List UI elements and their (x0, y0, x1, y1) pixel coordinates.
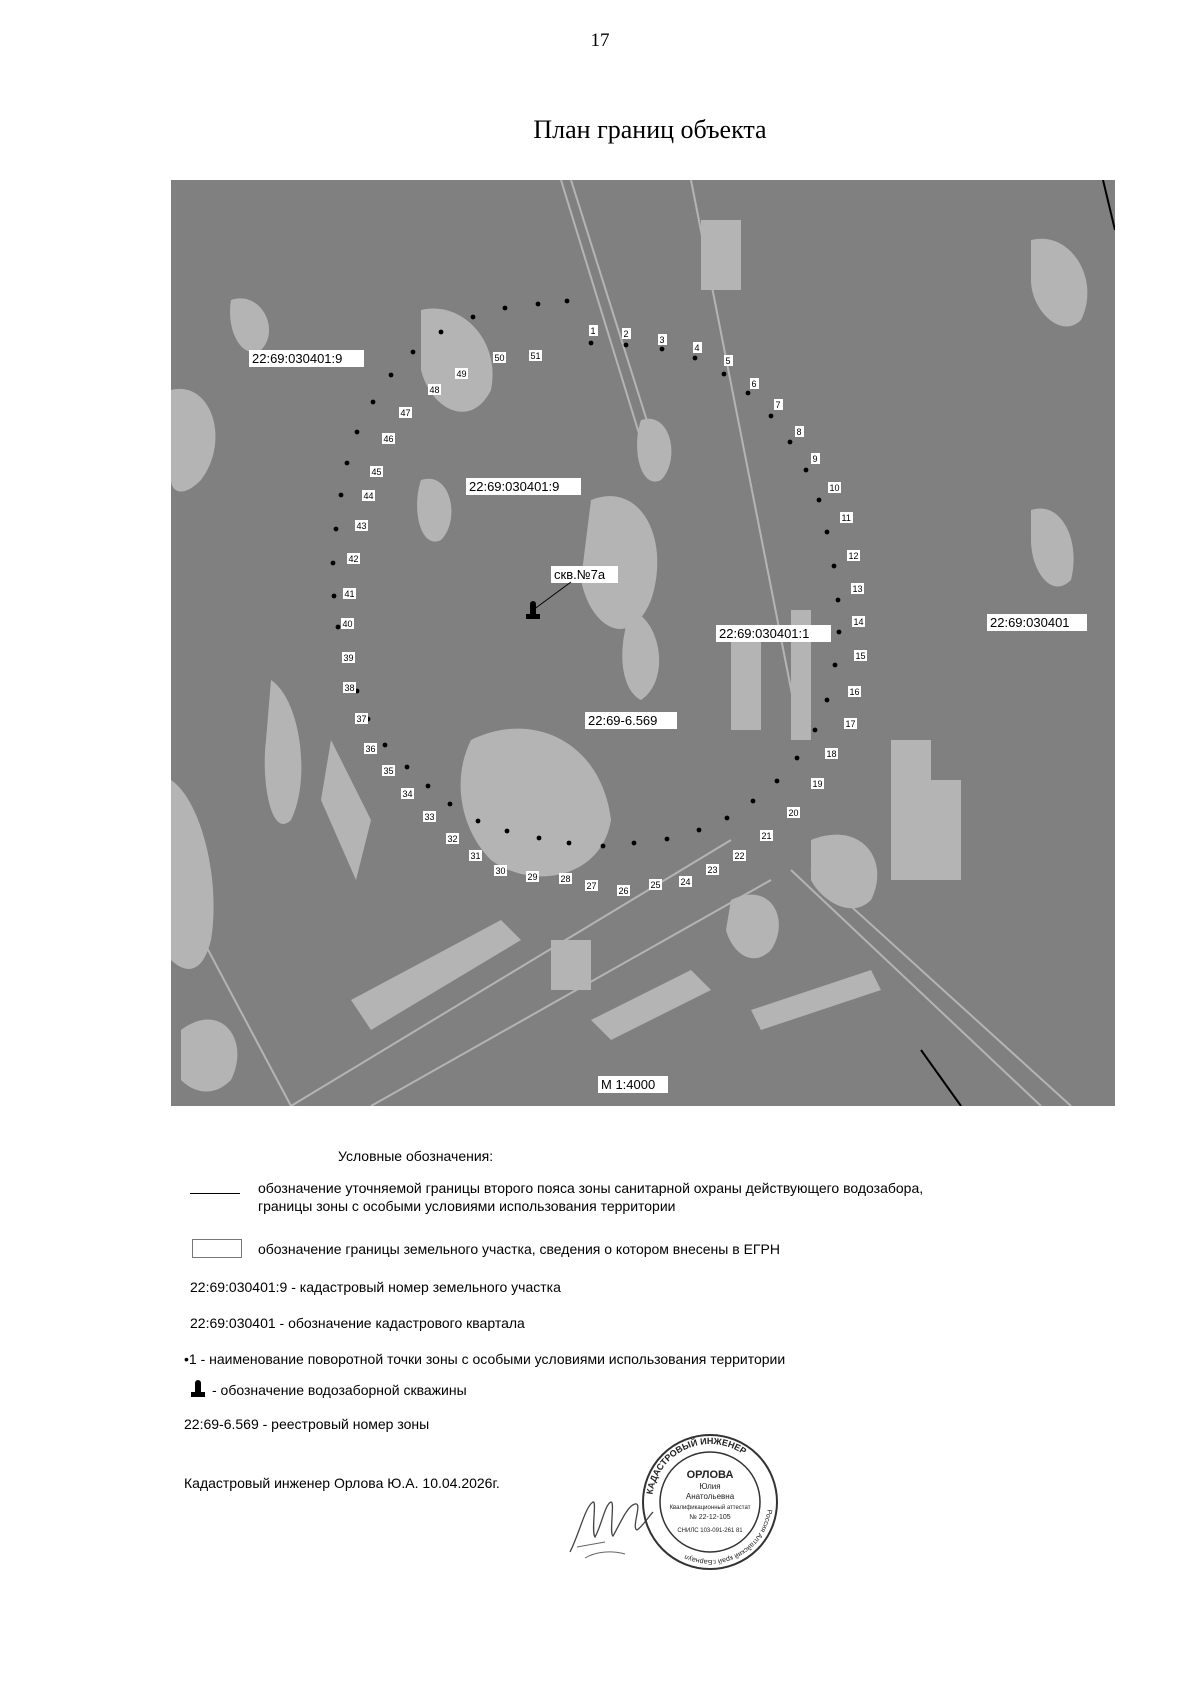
legend-quarter-text: 22:69:030401 - обозначение кадастрового квартала (190, 1315, 525, 1331)
legend-parcel-box-symbol (192, 1239, 242, 1258)
point-label-49: 49 (456, 369, 467, 379)
boundary-point-26 (567, 841, 572, 846)
boundary-point-37 (336, 625, 341, 630)
point-label-46: 46 (383, 434, 394, 444)
well-label-text: скв.№7а (554, 567, 606, 582)
stamp-cert: Квалификационный аттестат (669, 1505, 751, 1511)
legend-point-text: •1 - наименование поворотной точки зоны с особыми условиями использования территории (184, 1351, 786, 1367)
boundary-point-21 (725, 816, 730, 821)
point-label-16: 16 (849, 687, 860, 697)
point-label-23: 23 (707, 865, 718, 875)
point-label-21: 21 (761, 831, 772, 841)
stamp-region-text: Россия Алтайский край г.Барнаул (683, 1508, 773, 1566)
point-label-11: 11 (841, 513, 851, 523)
boundary-point-29 (476, 819, 481, 824)
point-label-34: 34 (402, 789, 413, 799)
parcel-label-text: 22:69:030401:9 (252, 351, 343, 366)
boundary-point-11 (825, 530, 830, 535)
boundary-point-14 (837, 630, 842, 635)
point-label-44: 44 (363, 491, 374, 501)
legend-heading: Условные обозначения: (338, 1148, 494, 1164)
well-icon (190, 1380, 206, 1398)
parcel-label-text: 22:69:030401:9 (469, 479, 560, 494)
point-label-31: 31 (470, 851, 481, 861)
point-label-43: 43 (356, 521, 367, 531)
point-label-3: 3 (659, 335, 665, 345)
point-label-39: 39 (343, 653, 354, 663)
point-label-50: 50 (494, 353, 505, 363)
boundary-point-47 (439, 330, 444, 335)
boundary-point-43 (355, 430, 360, 435)
parcel-label-3 (716, 625, 831, 642)
boundary-point-8 (788, 440, 793, 445)
point-label-30: 30 (495, 866, 506, 876)
boundary-point-6 (746, 391, 751, 396)
point-label-4: 4 (694, 343, 700, 353)
legend-boundary-line-symbol (190, 1193, 240, 1194)
stamp-name-1: ОРЛОВА (686, 1469, 734, 1481)
stamp-cert-no: № 22-12-105 (689, 1514, 731, 1521)
point-label-13: 13 (852, 584, 863, 594)
boundary-point-13 (836, 598, 841, 603)
point-label-36: 36 (365, 744, 376, 754)
engineer-stamp (640, 1432, 780, 1572)
point-label-29: 29 (527, 872, 538, 882)
scale-label-text: М 1:4000 (601, 1077, 656, 1092)
legend-box-text: обозначение границы земельного участка, сведения о котором внесены в ЕГРН (258, 1241, 780, 1257)
point-label-19: 19 (812, 779, 823, 789)
point-label-8: 8 (796, 427, 802, 437)
boundary-point-48 (471, 315, 476, 320)
boundary-point-16 (825, 698, 830, 703)
point-label-25: 25 (650, 880, 661, 890)
parcel-label-2 (466, 478, 581, 495)
boundary-point-20 (751, 799, 756, 804)
point-label-22: 22 (734, 851, 745, 861)
point-label-17: 17 (845, 719, 856, 729)
boundary-point-45 (389, 373, 394, 378)
legend-line-text-1: обозначение уточняемой границы второго пояса зоны санитарной охраны действующего водозабора, (258, 1180, 924, 1196)
boundary-point-12 (832, 564, 837, 569)
point-label-15: 15 (855, 651, 866, 661)
boundary-map (171, 180, 1115, 1106)
point-label-40: 40 (342, 619, 353, 629)
point-label-32: 32 (447, 834, 458, 844)
point-label-12: 12 (848, 551, 859, 561)
point-label-51: 51 (530, 351, 541, 361)
well-label (551, 566, 618, 583)
point-label-26: 26 (618, 886, 629, 896)
boundary-point-51 (565, 299, 570, 304)
boundary-point-3 (660, 347, 665, 352)
legend-line-text-2: границы зоны с особыми условиями использования территории (258, 1198, 676, 1214)
boundary-point-28 (505, 829, 510, 834)
point-label-41: 41 (344, 589, 355, 599)
point-label-45: 45 (371, 467, 382, 477)
legend-well-text: - обозначение водозаборной скважины (212, 1382, 467, 1398)
boundary-point-18 (795, 756, 800, 761)
point-label-27: 27 (586, 881, 597, 891)
boundary-point-50 (536, 302, 541, 307)
zone-label-text: 22:69-6.569 (588, 713, 658, 728)
boundary-point-32 (405, 765, 410, 770)
parcel-label-1 (249, 350, 364, 367)
point-label-38: 38 (344, 683, 355, 693)
point-label-10: 10 (829, 483, 840, 493)
boundary-point-24 (632, 841, 637, 846)
legend-zone-text: 22:69-6.569 - реестровый номер зоны (184, 1416, 430, 1432)
point-label-33: 33 (424, 812, 435, 822)
boundary-point-39 (331, 561, 336, 566)
boundary-point-46 (411, 350, 416, 355)
boundary-point-1 (589, 341, 594, 346)
signature-line: Кадастровый инженер Орлова Ю.А. 10.04.2026г. (184, 1475, 500, 1491)
point-label-24: 24 (680, 877, 691, 887)
point-label-6: 6 (751, 379, 757, 389)
boundary-point-15 (833, 663, 838, 668)
zone-label (585, 712, 677, 729)
boundary-point-33 (383, 743, 388, 748)
boundary-point-31 (426, 784, 431, 789)
point-label-9: 9 (812, 454, 818, 464)
quarter-label (987, 614, 1087, 631)
point-label-7: 7 (775, 400, 781, 410)
boundary-point-30 (448, 802, 453, 807)
boundary-point-4 (693, 356, 698, 361)
boundary-point-23 (665, 837, 670, 842)
stamp-snils: СНИЛС 103-091-261 81 (677, 1528, 743, 1534)
page-title: План границ объекта (533, 115, 767, 144)
boundary-point-19 (775, 779, 780, 784)
point-label-5: 5 (725, 356, 731, 366)
svg-text:КАДАСТРОВЫЙ ИНЖЕНЕР (645, 1436, 749, 1495)
point-label-20: 20 (788, 808, 799, 818)
boundary-point-27 (537, 836, 542, 841)
boundary-point-49 (503, 306, 508, 311)
quarter-label-text: 22:69:030401 (990, 615, 1070, 630)
point-label-42: 42 (348, 554, 359, 564)
boundary-point-10 (817, 498, 822, 503)
point-label-28: 28 (560, 874, 571, 884)
page-number: 17 (590, 30, 610, 51)
point-label-1: 1 (590, 326, 596, 336)
boundary-point-25 (601, 844, 606, 849)
boundary-point-9 (804, 468, 809, 473)
boundary-point-41 (339, 493, 344, 498)
point-label-18: 18 (826, 749, 837, 759)
point-label-2: 2 (623, 329, 629, 339)
boundary-point-2 (624, 343, 629, 348)
point-label-37: 37 (356, 714, 367, 724)
stamp-name-2: Юлия (699, 1482, 721, 1491)
boundary-point-40 (334, 527, 339, 532)
boundary-point-22 (697, 828, 702, 833)
point-label-47: 47 (400, 408, 411, 418)
point-label-35: 35 (383, 766, 394, 776)
boundary-point-38 (332, 594, 337, 599)
stamp-name-3: Анатольевна (685, 1492, 735, 1501)
boundary-point-44 (371, 400, 376, 405)
boundary-point-17 (813, 728, 818, 733)
parcel-label-text: 22:69:030401:1 (719, 626, 810, 641)
boundary-point-5 (722, 372, 727, 377)
boundary-point-42 (345, 461, 350, 466)
legend-cadastral-number-text: 22:69:030401:9 - кадастровый номер земельного участка (190, 1279, 561, 1295)
point-label-48: 48 (429, 385, 440, 395)
boundary-point-7 (769, 414, 774, 419)
scale-label (598, 1076, 668, 1093)
stamp-outer-text: КАДАСТРОВЫЙ ИНЖЕНЕР (644, 1435, 749, 1496)
point-label-14: 14 (853, 617, 864, 627)
